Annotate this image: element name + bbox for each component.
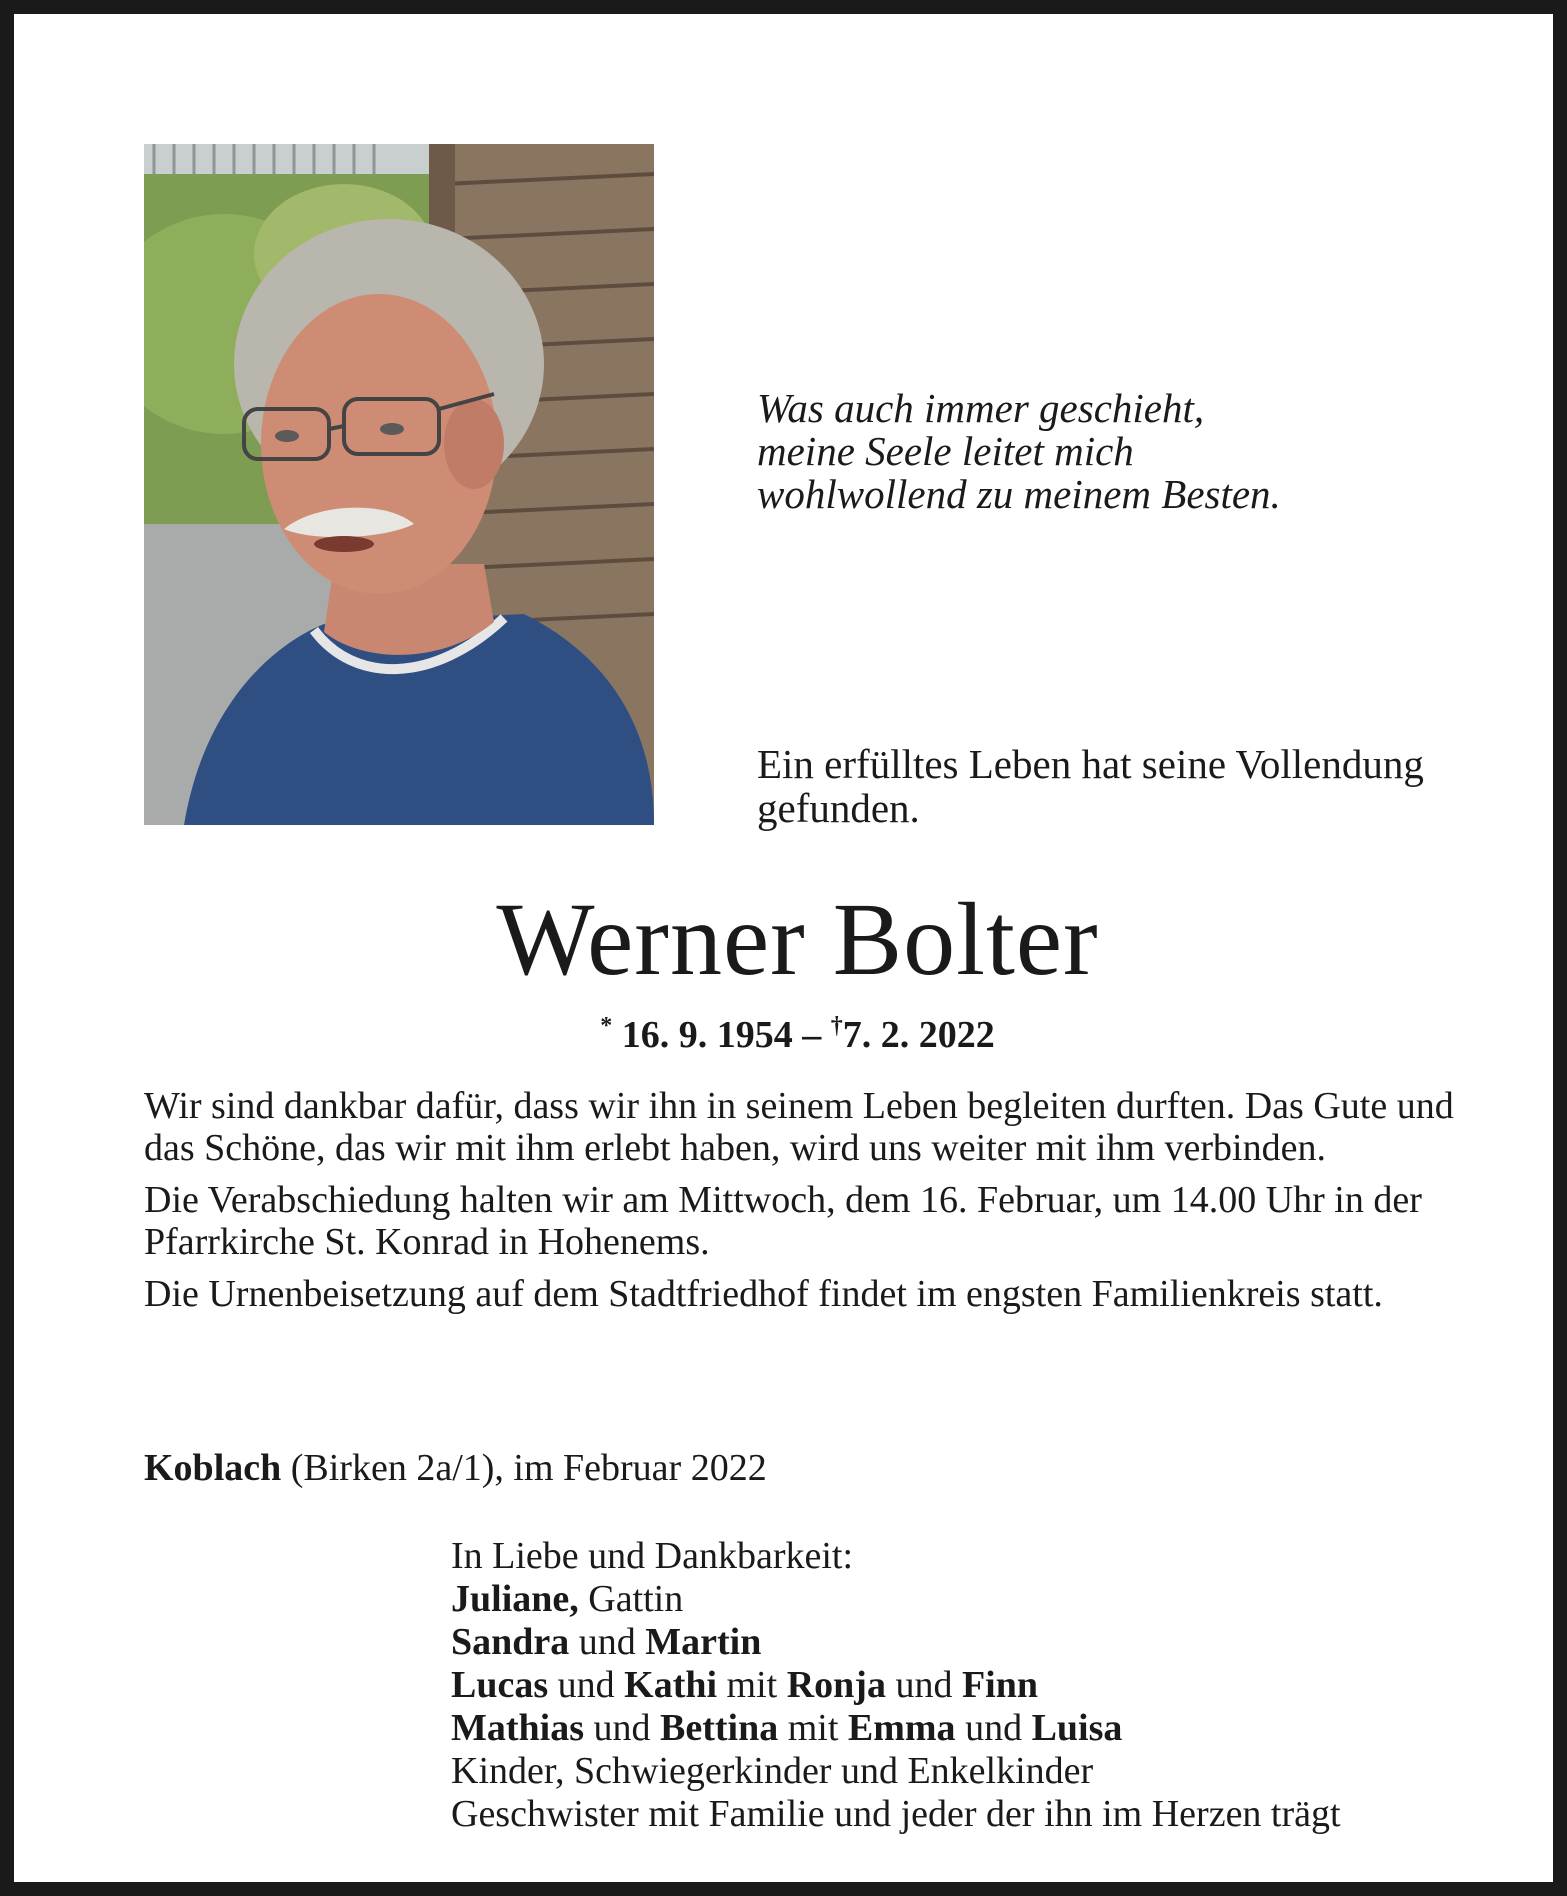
quote-line: meine Seele leitet mich (757, 428, 1134, 474)
family-member: Bettina (660, 1707, 779, 1749)
conjunction: und (885, 1664, 962, 1706)
family-member: Luisa (1031, 1707, 1123, 1749)
body-paragraph: Die Urnenbeisetzung auf dem Stadtfriedhof findet im engsten Familienkreis statt. (144, 1273, 1383, 1315)
family-line: Kinder, Schwiegerkinder und Enkelkinder (451, 1750, 1094, 1792)
family-role: Gattin (578, 1578, 684, 1620)
family-list (451, 1535, 1341, 1836)
quote-line: wohlwollend zu meinem Besten. (757, 471, 1281, 517)
body-paragraph: Die Verabschiedung halten wir am Mittwoch, dem 16. Februar, um 14.00 Uhr in der Pfarrkirche St. Konrad in Hohenems. (144, 1179, 1422, 1263)
sub-quote-line: gefunden. (757, 785, 920, 831)
conjunction: und (548, 1664, 625, 1706)
family-member: Sandra (451, 1621, 570, 1663)
family-intro: In Liebe und Dankbarkeit: (451, 1535, 854, 1577)
quote-line: Was auch immer geschieht, (757, 385, 1205, 431)
family-member: Lucas (451, 1664, 549, 1706)
family-line (451, 1621, 1341, 1664)
date-separator: – (802, 1014, 822, 1056)
sub-quote-line: Ein erfülltes Leben hat seine Vollendung (757, 741, 1424, 787)
conjunction: und (569, 1621, 646, 1663)
family-line: Geschwister mit Familie und jeder der ihn im Herzen trägt (451, 1793, 1341, 1835)
family-member: Ronja (786, 1664, 886, 1706)
family-member: Martin (645, 1621, 762, 1663)
death-date: 7. 2. 2022 (842, 1014, 995, 1056)
body-text (144, 1085, 1454, 1325)
place-rest: (Birken 2a/1), im Februar 2022 (281, 1447, 767, 1489)
family-member: Juliane, (451, 1578, 579, 1620)
family-member: Finn (961, 1664, 1039, 1706)
portrait-photo (144, 144, 654, 825)
body-paragraph: Wir sind dankbar dafür, dass wir ihn in seinem Leben begleiten durften. Das Gute und das Schöne, das wir mit ihm erlebt haben, wird uns weiter mit ihm verbinden. (144, 1085, 1454, 1169)
deceased-name: Werner Bolter (496, 882, 1099, 997)
sub-quote (757, 742, 1424, 830)
birth-date: 16. 9. 1954 (621, 1014, 793, 1056)
place-and-date (144, 1446, 767, 1490)
life-dates (14, 1004, 1567, 1057)
place-town: Koblach (144, 1447, 282, 1489)
conjunction: mit (778, 1707, 848, 1749)
family-line (451, 1707, 1341, 1750)
conjunction: und (584, 1707, 660, 1749)
family-member: Kathi (624, 1664, 718, 1706)
conjunction: und (955, 1707, 1032, 1749)
birth-symbol: * (600, 1013, 613, 1039)
conjunction: mit (717, 1664, 787, 1706)
death-symbol: † (830, 1013, 843, 1039)
family-line (451, 1664, 1341, 1707)
quote-block (757, 387, 1281, 516)
family-member: Emma (847, 1707, 956, 1749)
family-member: Mathias (451, 1707, 584, 1749)
family-line (451, 1578, 1341, 1621)
